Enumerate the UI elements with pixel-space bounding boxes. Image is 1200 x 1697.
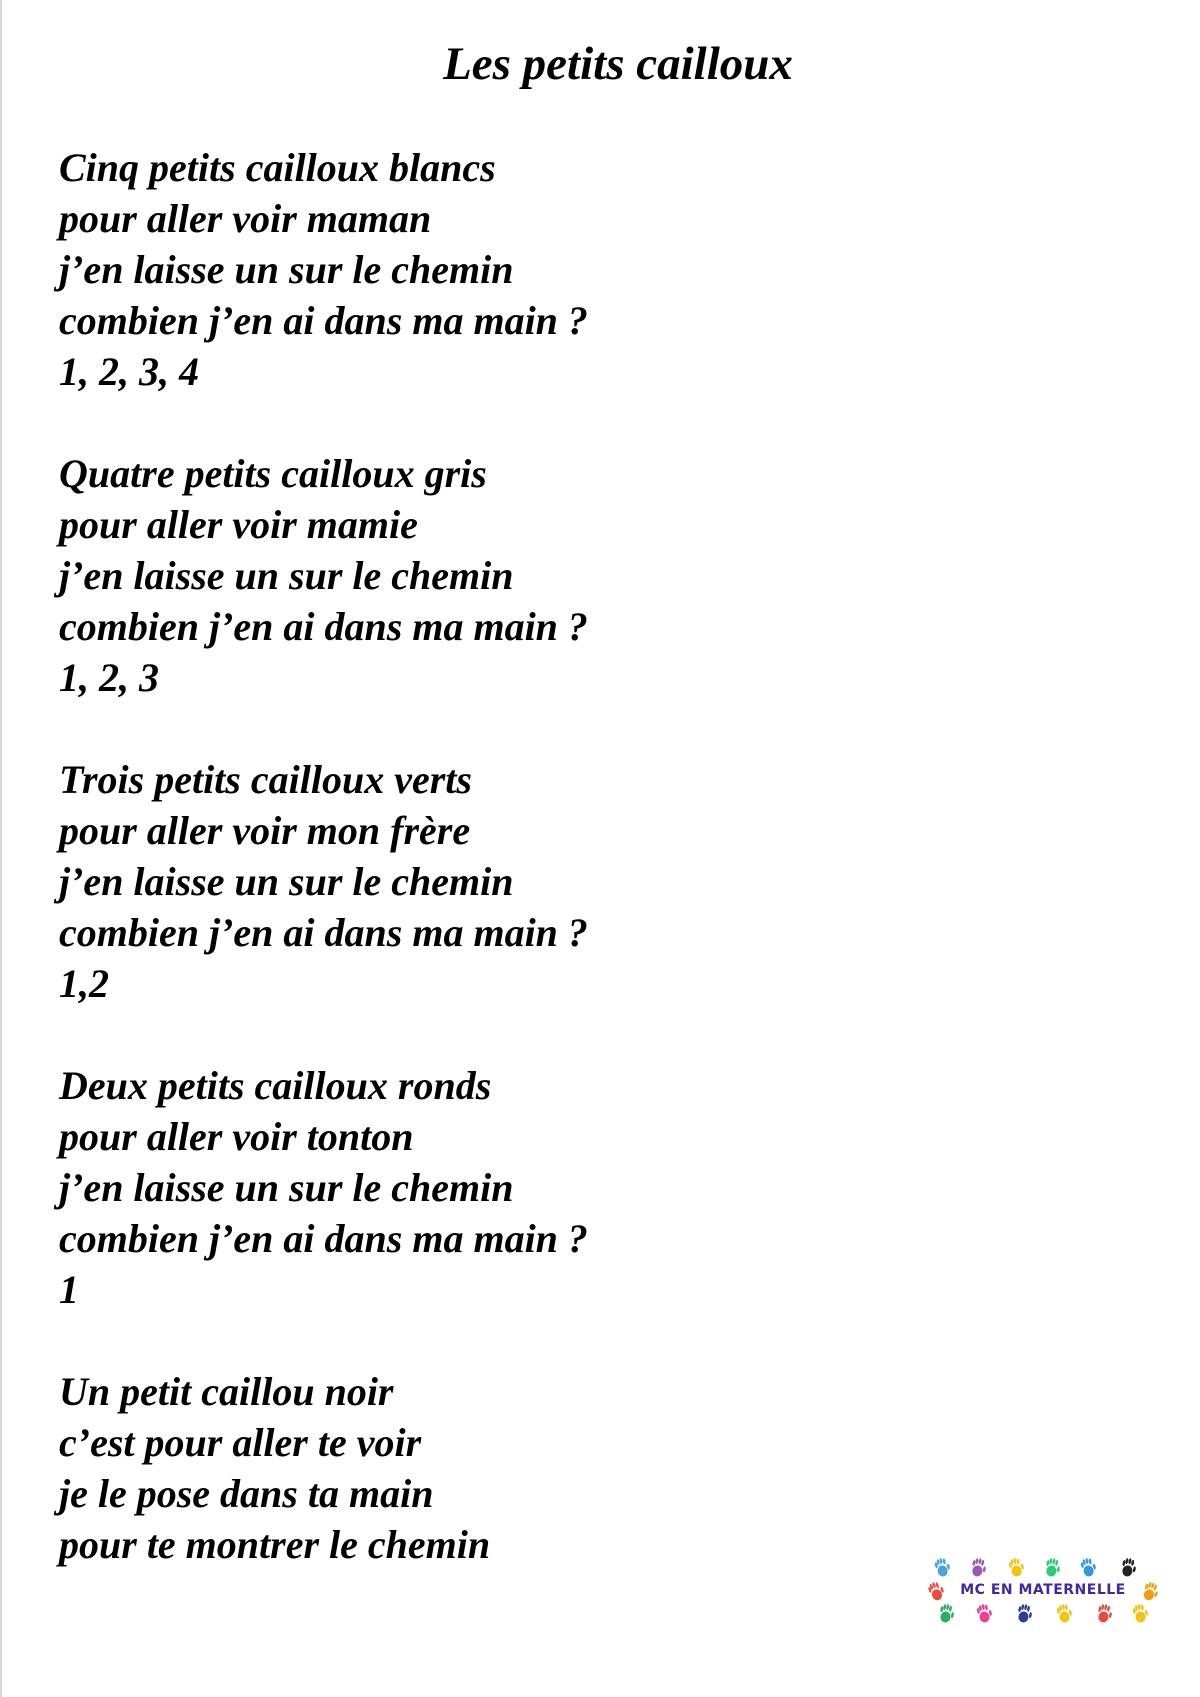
- hand-print-icon: [976, 1603, 993, 1624]
- poem-line: combien j’en ai dans ma main ?: [59, 910, 588, 955]
- poem-line: j’en laisse un sur le chemin: [59, 553, 514, 598]
- hand-print-icon: [1044, 1557, 1062, 1578]
- poem-line: Un petit caillou noir: [59, 1369, 394, 1414]
- poem-line: combien j’en ai dans ma main ?: [59, 604, 588, 649]
- poem-line: pour aller voir maman: [59, 196, 432, 241]
- hand-print-icon: [938, 1603, 955, 1624]
- hand-print-icon: [1096, 1603, 1113, 1624]
- poem-line: pour aller voir mamie: [59, 502, 418, 547]
- hand-print-icon: [1056, 1603, 1073, 1624]
- hand-print-icon: [970, 1557, 988, 1578]
- hand-print-icon: [1120, 1557, 1138, 1578]
- poem-line: Cinq petits cailloux blancs: [59, 145, 496, 190]
- poem-line: Deux petits cailloux ronds: [59, 1063, 492, 1108]
- logo-text: MC EN MATERNELLE: [960, 1582, 1126, 1598]
- hand-print-icon: [1008, 1557, 1026, 1578]
- stanza-2: [59, 448, 939, 703]
- poem-line: combien j’en ai dans ma main ?: [59, 1216, 588, 1261]
- poem-line: 1,2: [59, 961, 109, 1006]
- poem-line: Trois petits cailloux verts: [59, 757, 472, 802]
- poem-line: je le pose dans ta main: [59, 1471, 434, 1516]
- poem: [59, 142, 939, 1621]
- poem-line: pour te montrer le chemin: [59, 1522, 491, 1567]
- poem-line: combien j’en ai dans ma main ?: [59, 298, 588, 343]
- poem-line: 1, 2, 3, 4: [59, 349, 199, 394]
- hand-print-icon: [1141, 1580, 1158, 1602]
- poem-line: pour aller voir tonton: [59, 1114, 414, 1159]
- stanza-5: [59, 1366, 939, 1570]
- hand-print-icon: [934, 1557, 952, 1578]
- poem-line: j’en laisse un sur le chemin: [59, 1165, 514, 1210]
- poem-line: Quatre petits cailloux gris: [59, 451, 487, 496]
- stanza-4: [59, 1060, 939, 1315]
- poem-line: c’est pour aller te voir: [59, 1420, 422, 1465]
- poem-line: j’en laisse un sur le chemin: [59, 247, 514, 292]
- poem-line: 1: [59, 1267, 79, 1312]
- mc-en-maternelle-logo: [928, 1552, 1158, 1628]
- hand-print-icon: [1132, 1603, 1149, 1624]
- poem-line: pour aller voir mon frère: [59, 808, 471, 853]
- stanza-3: [59, 754, 939, 1009]
- hand-print-icon: [1080, 1557, 1098, 1578]
- hand-print-icon: [1016, 1603, 1033, 1624]
- stanza-1: [59, 142, 939, 397]
- hand-prints-bottom: [938, 1603, 1149, 1624]
- page-title: Les petits cailloux: [443, 38, 793, 90]
- poem-line: j’en laisse un sur le chemin: [59, 859, 514, 904]
- page-edge: [0, 0, 2, 1697]
- poem-line: 1, 2, 3: [59, 655, 159, 700]
- hand-print-icon: [928, 1580, 946, 1602]
